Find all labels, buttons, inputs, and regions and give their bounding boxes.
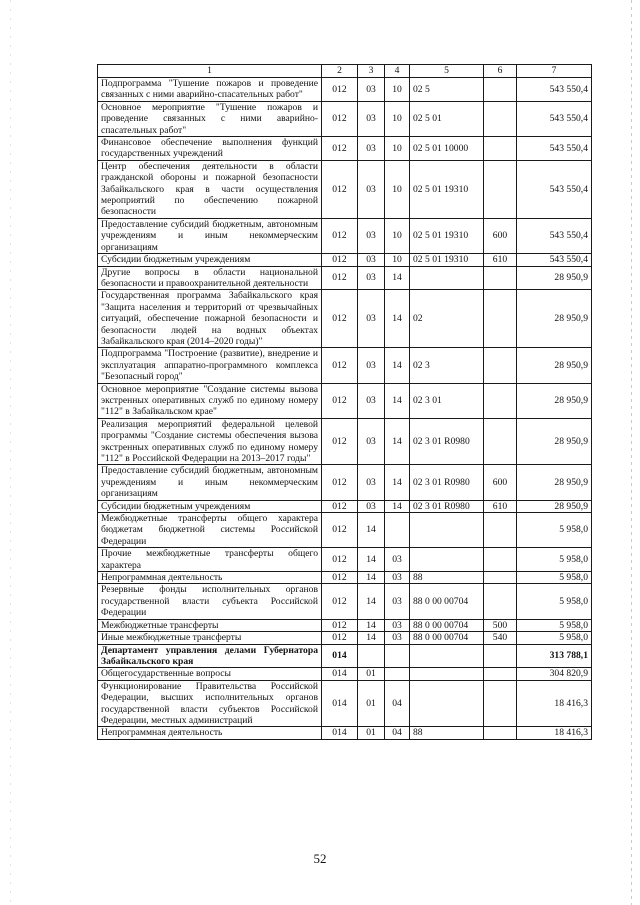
- table-row: [98, 668, 592, 680]
- row-expense-type: 500: [484, 619, 517, 631]
- row-section-code: 01: [358, 680, 385, 727]
- row-amount: 28 950,9: [517, 266, 592, 290]
- row-section-code: 03: [358, 500, 385, 512]
- row-target-code: 02 5: [410, 78, 484, 102]
- row-amount: 5 958,0: [517, 572, 592, 584]
- row-expense-type: [484, 418, 517, 465]
- row-subsection-code: 10: [385, 254, 410, 266]
- row-target-code: 88: [410, 572, 484, 584]
- row-subsection-code: [385, 513, 410, 548]
- row-expense-type: [484, 137, 517, 161]
- row-subsection-code: 14: [385, 290, 410, 348]
- row-name: Основное мероприятие "Тушение пожаров и проведение связанных с ними аварийно-спасательных работ": [98, 101, 322, 136]
- row-amount: 18 416,3: [517, 727, 592, 739]
- row-admin-code: 012: [322, 101, 358, 136]
- row-amount: 5 958,0: [517, 548, 592, 572]
- row-target-code: 02 3 01: [410, 383, 484, 418]
- row-admin-code: 012: [322, 572, 358, 584]
- header-cell-amount: 7: [517, 65, 592, 78]
- row-name: Другие вопросы в области национальной безопасности и правоохранительной деятельности: [98, 266, 322, 290]
- row-subsection-code: 03: [385, 632, 410, 644]
- row-section-code: 14: [358, 572, 385, 584]
- row-admin-code: 012: [322, 632, 358, 644]
- row-subsection-code: 14: [385, 418, 410, 465]
- row-section-code: 14: [358, 619, 385, 631]
- row-expense-type: 600: [484, 218, 517, 253]
- row-amount: 313 788,1: [517, 644, 592, 668]
- row-expense-type: [484, 680, 517, 727]
- table-row: [98, 500, 592, 512]
- table-row: [98, 727, 592, 739]
- row-section-code: 03: [358, 290, 385, 348]
- row-target-code: [410, 513, 484, 548]
- row-admin-code: 012: [322, 290, 358, 348]
- row-expense-type: 610: [484, 500, 517, 512]
- row-section-code: 03: [358, 383, 385, 418]
- row-expense-type: [484, 266, 517, 290]
- row-name: Подпрограмма "Тушение пожаров и проведение связанных с ними аварийно-спасательных работ": [98, 78, 322, 102]
- row-target-code: 02 5 01: [410, 101, 484, 136]
- table-row: [98, 266, 592, 290]
- row-subsection-code: 10: [385, 218, 410, 253]
- row-admin-code: 012: [322, 348, 358, 383]
- table-row: [98, 383, 592, 418]
- table-row: [98, 572, 592, 584]
- row-target-code: [410, 668, 484, 680]
- row-name: Финансовое обеспечение выполнения функций государственных учреждений: [98, 137, 322, 161]
- row-target-code: 02 3: [410, 348, 484, 383]
- row-expense-type: [484, 513, 517, 548]
- row-subsection-code: 14: [385, 266, 410, 290]
- row-name: Иные межбюджетные трансферты: [98, 632, 322, 644]
- row-amount: 28 950,9: [517, 418, 592, 465]
- row-expense-type: [484, 668, 517, 680]
- row-section-code: 03: [358, 348, 385, 383]
- row-target-code: [410, 644, 484, 668]
- row-amount: 28 950,9: [517, 500, 592, 512]
- row-name: Субсидии бюджетным учреждениям: [98, 500, 322, 512]
- row-target-code: 88: [410, 727, 484, 739]
- row-name: Непрограммная деятельность: [98, 572, 322, 584]
- row-amount: 543 550,4: [517, 160, 592, 218]
- table-row: [98, 619, 592, 631]
- table-row: [98, 584, 592, 619]
- header-cell-pr: 4: [385, 65, 410, 78]
- row-admin-code: 012: [322, 465, 358, 500]
- row-amount: 543 550,4: [517, 218, 592, 253]
- row-section-code: [358, 644, 385, 668]
- row-amount: 5 958,0: [517, 584, 592, 619]
- row-subsection-code: 14: [385, 383, 410, 418]
- row-target-code: 88 0 00 00704: [410, 632, 484, 644]
- row-subsection-code: 03: [385, 572, 410, 584]
- row-admin-code: 014: [322, 680, 358, 727]
- row-section-code: 03: [358, 218, 385, 253]
- row-section-code: 03: [358, 160, 385, 218]
- row-name: Непрограммная деятельность: [98, 727, 322, 739]
- header-cell-csr: 5: [410, 65, 484, 78]
- row-admin-code: 012: [322, 266, 358, 290]
- row-admin-code: 012: [322, 218, 358, 253]
- row-name: Межбюджетные трансферты общего характера бюджетам бюджетной системы Российской Федерации: [98, 513, 322, 548]
- row-subsection-code: 14: [385, 500, 410, 512]
- row-name: Центр обеспечения деятельности в области гражданской обороны и пожарной безопасности Забайкальского края в части осуществления мероприятий по обеспечению пожарной безопасности: [98, 160, 322, 218]
- row-name: Реализация мероприятий федеральной целевой программы "Создание системы обеспечения вызова экстренных оперативных служб по единому номеру "112" в Российской Федерации на 2013–2017 годы": [98, 418, 322, 465]
- row-section-code: 14: [358, 513, 385, 548]
- row-admin-code: 012: [322, 548, 358, 572]
- row-section-code: 03: [358, 78, 385, 102]
- table-row: [98, 78, 592, 102]
- row-target-code: [410, 266, 484, 290]
- table-row: [98, 465, 592, 500]
- row-name: Департамент управления делами Губернатора Забайкальского края: [98, 644, 322, 668]
- row-admin-code: 012: [322, 513, 358, 548]
- row-target-code: 88 0 00 00704: [410, 619, 484, 631]
- row-section-code: 14: [358, 584, 385, 619]
- row-admin-code: 012: [322, 418, 358, 465]
- row-subsection-code: 14: [385, 465, 410, 500]
- budget-table: [97, 64, 592, 740]
- row-target-code: 02 3 01 R0980: [410, 465, 484, 500]
- row-section-code: 03: [358, 465, 385, 500]
- row-subsection-code: 03: [385, 584, 410, 619]
- table-row: [98, 290, 592, 348]
- row-expense-type: [484, 348, 517, 383]
- row-expense-type: [484, 290, 517, 348]
- row-subsection-code: 10: [385, 160, 410, 218]
- row-name: Подпрограмма "Построение (развитие), внедрение и эксплуатация аппаратно-программного комплекса "Безопасный город": [98, 348, 322, 383]
- row-name: Резервные фонды исполнительных органов государственной власти субъекта Российской Федерации: [98, 584, 322, 619]
- row-section-code: 03: [358, 137, 385, 161]
- table-row: [98, 418, 592, 465]
- row-amount: 28 950,9: [517, 348, 592, 383]
- row-target-code: 02 5 01 19310: [410, 160, 484, 218]
- row-amount: 28 950,9: [517, 465, 592, 500]
- row-expense-type: 610: [484, 254, 517, 266]
- row-subsection-code: 10: [385, 137, 410, 161]
- row-amount: 28 950,9: [517, 383, 592, 418]
- row-expense-type: [484, 644, 517, 668]
- table-row: [98, 513, 592, 548]
- table-row: [98, 632, 592, 644]
- row-subsection-code: 03: [385, 548, 410, 572]
- row-amount: 543 550,4: [517, 78, 592, 102]
- row-section-code: 03: [358, 418, 385, 465]
- row-target-code: 02 3 01 R0980: [410, 418, 484, 465]
- row-target-code: 02 5 01 19310: [410, 218, 484, 253]
- row-subsection-code: [385, 644, 410, 668]
- row-target-code: [410, 680, 484, 727]
- header-cell-adm: 2: [322, 65, 358, 78]
- table-row: [98, 254, 592, 266]
- row-target-code: 02 5 01 19310: [410, 254, 484, 266]
- row-name: Предоставление субсидий бюджетным, автономным учреждениям и иным некоммерческим организациям: [98, 465, 322, 500]
- row-name: Прочие межбюджетные трансферты общего характера: [98, 548, 322, 572]
- row-amount: 543 550,4: [517, 254, 592, 266]
- row-section-code: 03: [358, 254, 385, 266]
- row-admin-code: 014: [322, 644, 358, 668]
- row-name: Субсидии бюджетным учреждениям: [98, 254, 322, 266]
- row-admin-code: 012: [322, 619, 358, 631]
- row-name: Функционирование Правительства Российской Федерации, высших исполнительных органов государственной власти субъектов Российской Федерации, местных администраций: [98, 680, 322, 727]
- row-subsection-code: 10: [385, 101, 410, 136]
- row-section-code: 14: [358, 548, 385, 572]
- table-row: [98, 644, 592, 668]
- table-row: [98, 101, 592, 136]
- row-name: Общегосударственные вопросы: [98, 668, 322, 680]
- row-expense-type: [484, 572, 517, 584]
- table-row: [98, 680, 592, 727]
- row-subsection-code: 04: [385, 727, 410, 739]
- scan-edge-left: [10, 0, 11, 905]
- row-amount: 5 958,0: [517, 632, 592, 644]
- header-cell-name: 1: [98, 65, 322, 78]
- row-expense-type: [484, 78, 517, 102]
- table-row: [98, 160, 592, 218]
- row-target-code: 02 3 01 R0980: [410, 500, 484, 512]
- row-expense-type: [484, 383, 517, 418]
- row-amount: 543 550,4: [517, 101, 592, 136]
- row-section-code: 14: [358, 632, 385, 644]
- row-name: Государственная программа Забайкальского края "Защита населения и территорий от чрезвычайных ситуаций, обеспечение пожарной безопасности и безопасности людей на водных объектах Забайкальского края (2014–2020 годы)": [98, 290, 322, 348]
- row-name: Межбюджетные трансферты: [98, 619, 322, 631]
- table-header-row: [98, 65, 592, 78]
- table-row: [98, 137, 592, 161]
- page-number: 52: [313, 851, 327, 866]
- header-cell-vr: 6: [484, 65, 517, 78]
- table-row: [98, 348, 592, 383]
- row-section-code: 03: [358, 101, 385, 136]
- row-expense-type: [484, 160, 517, 218]
- table-row: [98, 548, 592, 572]
- row-subsection-code: 04: [385, 680, 410, 727]
- row-admin-code: 012: [322, 500, 358, 512]
- row-admin-code: 012: [322, 160, 358, 218]
- row-amount: 5 958,0: [517, 513, 592, 548]
- row-section-code: 01: [358, 727, 385, 739]
- scan-edge-right: [631, 0, 632, 905]
- table-row: [98, 218, 592, 253]
- row-expense-type: [484, 584, 517, 619]
- row-subsection-code: 14: [385, 348, 410, 383]
- row-expense-type: [484, 101, 517, 136]
- header-cell-rz: 3: [358, 65, 385, 78]
- row-admin-code: 014: [322, 668, 358, 680]
- row-admin-code: 012: [322, 584, 358, 619]
- row-name: Основное мероприятие "Создание системы вызова экстренных оперативных служб по единому номеру "112" в Забайкальском крае": [98, 383, 322, 418]
- row-amount: 543 550,4: [517, 137, 592, 161]
- row-expense-type: 540: [484, 632, 517, 644]
- row-amount: 304 820,9: [517, 668, 592, 680]
- row-target-code: [410, 548, 484, 572]
- row-amount: 28 950,9: [517, 290, 592, 348]
- row-expense-type: 600: [484, 465, 517, 500]
- row-target-code: 02 5 01 10000: [410, 137, 484, 161]
- row-amount: 5 958,0: [517, 619, 592, 631]
- row-admin-code: 012: [322, 78, 358, 102]
- row-admin-code: 012: [322, 254, 358, 266]
- row-name: Предоставление субсидий бюджетным, автономным учреждениям и иным некоммерческим организациям: [98, 218, 322, 253]
- row-admin-code: 012: [322, 137, 358, 161]
- row-target-code: 02: [410, 290, 484, 348]
- row-section-code: 01: [358, 668, 385, 680]
- row-expense-type: [484, 548, 517, 572]
- row-target-code: 88 0 00 00704: [410, 584, 484, 619]
- row-admin-code: 012: [322, 383, 358, 418]
- row-expense-type: [484, 727, 517, 739]
- row-subsection-code: [385, 668, 410, 680]
- row-subsection-code: 10: [385, 78, 410, 102]
- row-admin-code: 014: [322, 727, 358, 739]
- row-amount: 18 416,3: [517, 680, 592, 727]
- row-section-code: 03: [358, 266, 385, 290]
- row-subsection-code: 03: [385, 619, 410, 631]
